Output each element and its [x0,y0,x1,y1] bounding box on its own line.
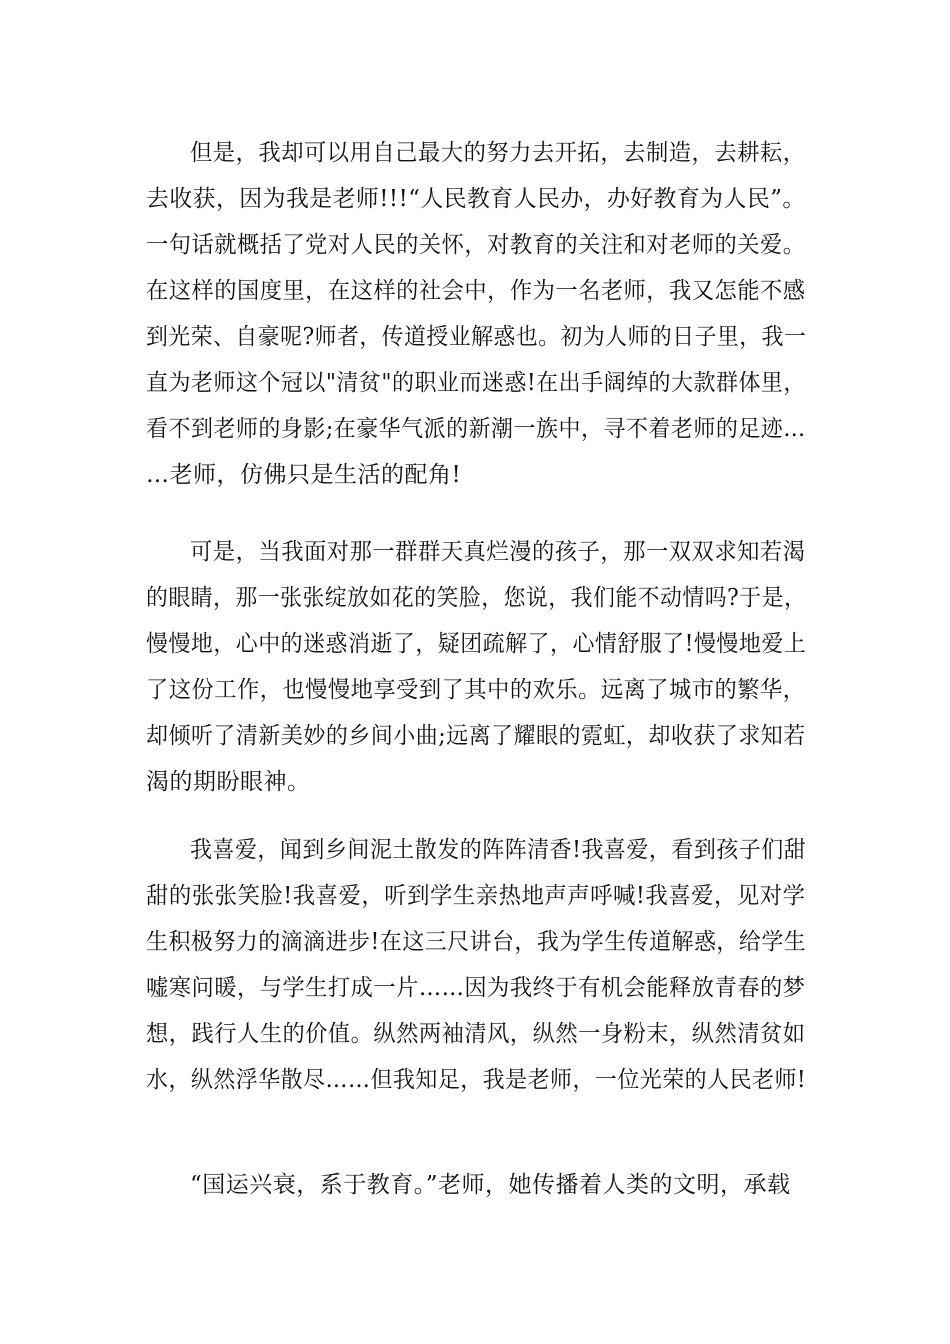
paragraph-1-line-2: 去收获，因为我是老师!!!“人民教育人民办，办好教育为人民”。 [146,186,806,212]
paragraph-3-line-2: 甜的张张笑脸!我喜爱，听到学生亲热地声声呼喊!我喜爱，见对学 [146,883,806,909]
paragraph-2-line-1: 可是，当我面对那一群群天真烂漫的孩子，那一双双求知若渴 [190,539,806,565]
paragraph-1-line-4: 在这样的国度里，在这样的社会中，作为一名老师，我又怎能不感 [146,278,806,304]
paragraph-3-line-4: 嘘寒问暖，与学生打成一片……因为我终于有机会能释放青春的梦 [146,975,806,1001]
paragraph-3-line-3: 生积极努力的滴滴进步!在这三尺讲台，我为学生传道解惑，给学生 [146,929,807,955]
paragraph-1-line-8: …老师，仿佛只是生活的配角! [146,462,462,488]
paragraph-1-line-3: 一句话就概括了党对人民的关怀，对教育的关注和对老师的关爱。 [146,232,806,258]
paragraph-1-line-7: 看不到老师的身影;在豪华气派的新潮一族中，寻不着老师的足迹… [146,416,806,442]
paragraph-4-line-1: “国运兴衰，系于教育。”老师，她传播着人类的文明，承载 [190,1172,791,1198]
paragraph-1-line-6: 直为老师这个冠以"清贫"的职业而迷惑!在出手阔绰的大款群体里， [146,370,806,396]
paragraph-3-line-6: 水，纵然浮华散尽……但我知足，我是老师，一位光荣的人民老师! [146,1067,807,1093]
paragraph-3-line-1: 我喜爱，闻到乡间泥土散发的阵阵清香!我喜爱，看到孩子们甜 [190,837,807,863]
paragraph-2-line-5: 却倾听了清新美妙的乡间小曲;远离了耀眼的霓虹，却收获了求知若 [146,723,806,749]
paragraph-2-line-6: 渴的期盼眼神。 [146,769,311,795]
paragraph-1-line-1: 但是，我却可以用自己最大的努力去开拓，去制造，去耕耘， [190,140,806,166]
paragraph-3-line-5: 想，践行人生的价值。纵然两袖清风，纵然一身粉末，纵然清贫如 [146,1021,806,1047]
paragraph-2-line-3: 慢慢地，心中的迷惑消逝了，疑团疏解了，心情舒服了!慢慢地爱上 [146,631,807,657]
paragraph-2-line-2: 的眼睛，那一张张绽放如花的笑脸，您说，我们能不动情吗?于是， [146,585,807,611]
paragraph-1-line-5: 到光荣、自豪呢?师者，传道授业解惑也。初为人师的日子里，我一 [146,324,807,350]
paragraph-2-line-4: 了这份工作，也慢慢地享受到了其中的欢乐。远离了城市的繁华， [146,677,806,703]
